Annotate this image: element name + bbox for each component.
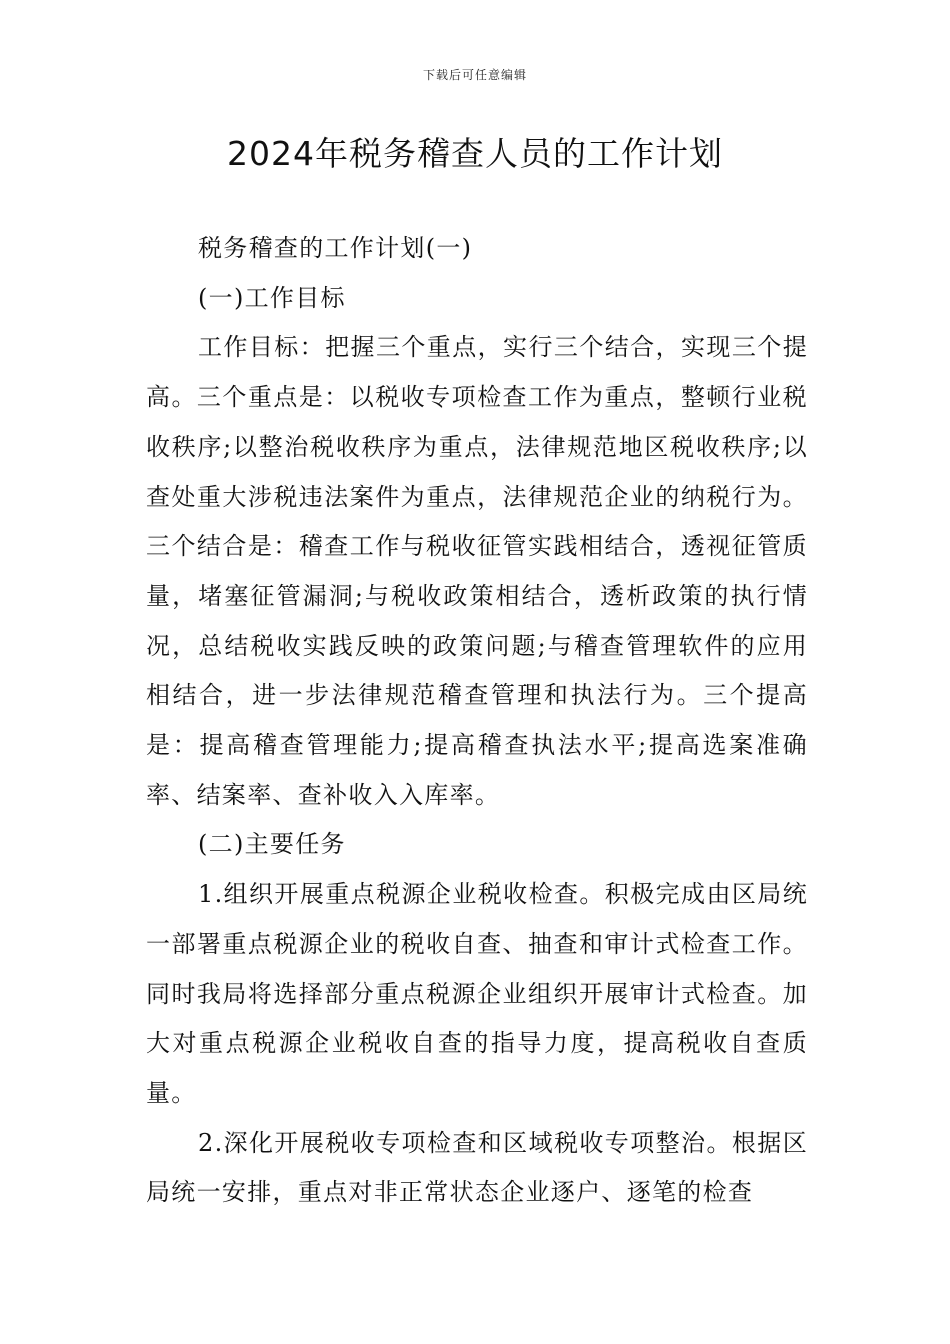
header-note: 下载后可任意编辑 [422,68,527,82]
section-heading-plan-1: 税务稽查的工作计划(一) [198,234,473,262]
section-heading-main-tasks: (二)主要任务 [198,830,346,859]
document-title: 2024年税务稽查人员的工作计划 [227,134,723,173]
paragraph-task-2: 2.深化开展税收专项检查和区域税收专项整治。根据区局统一安排，重点对非正常状态企业逐户、逐笔的检查 [146,1128,808,1207]
paragraph-task-1: 1.组织开展重点税源企业税收检查。积极完成由区局统一部署重点税源企业的税收自查、抽查和审计式检查工作。同时我局将选择部分重点税源企业组织开展审计式检查。加大对重点税源企业税收自查的指导力度，提高税收自查质量。 [146,880,808,1107]
section-heading-work-goals: (一)工作目标 [198,283,346,312]
document-body [146,224,808,1218]
paragraph-work-goals: 工作目标：把握三个重点，实行三个结合，实现三个提高。三个重点是：以税收专项检查工作为重点，整顿行业税收秩序;以整治税收秩序为重点，法律规范地区税收秩序;以查处重大涉税违法案件为重点，法律规范企业的纳税行为。三个结合是：稽查工作与税收征管实践相结合，透视征管质量，堵塞征管漏洞;与税收政策相结合，透析政策的执行情况，总结税收实践反映的政策问题;与稽查管理软件的应用相结合，进一步法律规范稽查管理和执法行为。三个提高是：提高稽查管理能力;提高稽查执法水平;提高选案准确率、结案率、查补收入入库率。 [146,333,808,809]
